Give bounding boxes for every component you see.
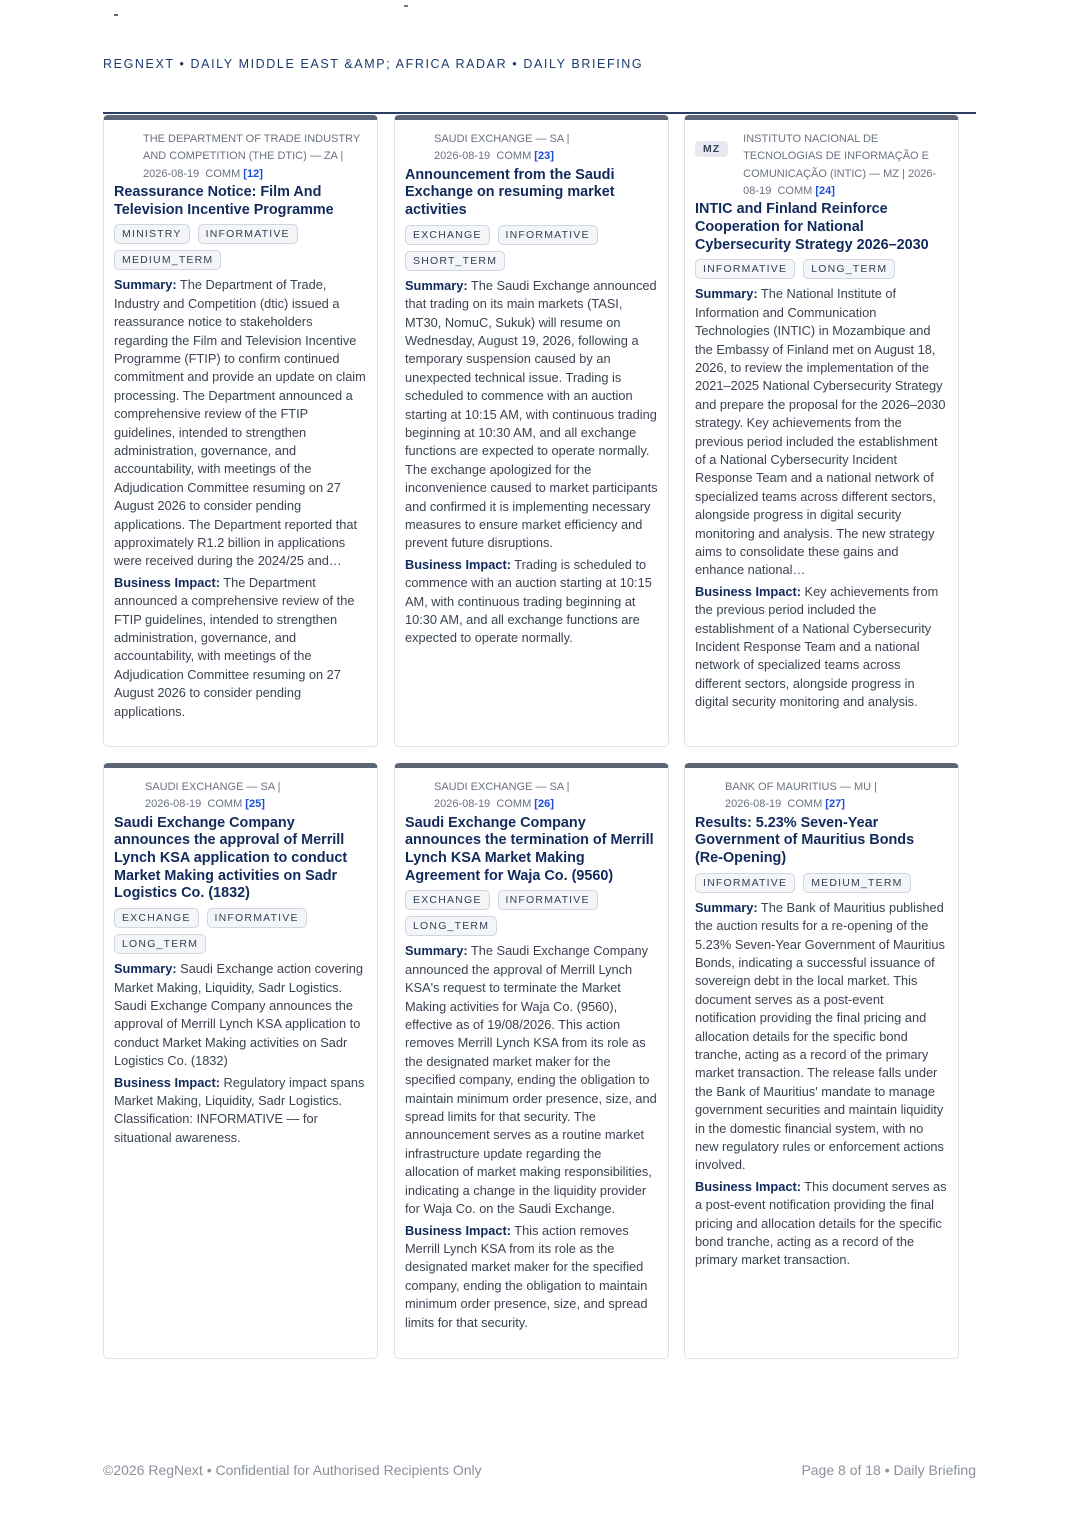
card-summary xyxy=(114,276,367,571)
card-source: SAUDI EXCHANGE — SA | xyxy=(434,133,570,145)
card-title: Saudi Exchange Company announces the termination of Merrill Lynch KSA Market Making Agreement for Waja Co. (9560) xyxy=(405,814,654,884)
card-category: COMM xyxy=(777,184,813,197)
card-summary xyxy=(405,942,658,1218)
summary-label: Summary: xyxy=(114,961,177,977)
card-reference[interactable]: [25] xyxy=(245,798,265,811)
tag: INFORMATIVE xyxy=(207,908,307,928)
briefing-card xyxy=(684,763,959,1359)
summary-text: Saudi Exchange action covering Market Making, Liquidity, Sadr Logistics. Saudi Exchange Company announces the approval of Merrill Lynch KSA application to conduct Market Making activities on Sadr Logistics Co. (1832) xyxy=(114,961,363,1069)
card-source: BANK OF MAURITIUS — MU | xyxy=(725,781,877,793)
briefing-card xyxy=(394,763,669,1359)
tag: LONG_TERM xyxy=(114,934,206,954)
card-meta xyxy=(405,779,658,814)
tag: INFORMATIVE xyxy=(695,873,795,893)
card-category: COMM xyxy=(496,150,532,163)
card-tags xyxy=(695,259,948,279)
tag: MEDIUM_TERM xyxy=(803,873,910,893)
card-meta xyxy=(114,131,367,183)
card-title: Reassurance Notice: Film And Television Incentive Programme xyxy=(114,183,334,218)
impact-text: The Department announced a comprehensive review of the FTIP guidelines, intended to strengthen administration, governance, and accountability, with meetings of the Adjudication Committee resuming on 27 August 2026 to consider pending applications. xyxy=(114,574,355,719)
card-tags xyxy=(114,908,367,954)
tag: EXCHANGE xyxy=(405,890,490,910)
summary-text: The Bank of Mauritius published the auction results for a re-opening of the 5.23% Seven-Year Government of Mauritius Bonds, indicating a successful issuance of sovereign debt in the local market. This document serves as a post-event notification providing the final pricing and allocation details for the specific bond tranche, acting as a record of the primary market transaction. The release falls under the Bank of Mauritius' mandate to manage government securities and maintain liquidity in the domestic financial system, with no new regulatory rules or enforcement actions involved. xyxy=(695,899,945,1173)
tag: INFORMATIVE xyxy=(198,224,298,244)
tag: LONG_TERM xyxy=(405,916,497,936)
briefing-card xyxy=(684,115,959,747)
card-category: COMM xyxy=(787,798,823,811)
card-source: SAUDI EXCHANGE — SA | xyxy=(434,781,570,793)
card-tags xyxy=(695,873,948,893)
card-summary xyxy=(695,899,948,1175)
card-date: 2026-08-19 xyxy=(145,798,202,811)
impact-text: Regulatory impact spans Market Making, Liquidity, Sadr Logistics. Classification: INFORMATIVE — for situational awareness. xyxy=(114,1074,365,1145)
card-impact xyxy=(114,1074,367,1148)
card-tags xyxy=(405,890,658,936)
card-summary xyxy=(695,285,948,580)
impact-text: Key achievements from the previous period included the establishment of a National Cybersecurity Incident Response Team and a national network of specialized teams across different sectors, alongside progress in digital security monitoring and analysis. xyxy=(695,583,939,710)
summary-text: The Department of Trade, Industry and Competition (dtic) issued a reassurance notice to stakeholders regarding the Film and Television Incentive Programme (FTIP) to confirm continued commitment and provide an update on claim processing. The Department announced a comprehensive review of the FTIP guidelines, intended to strengthen administration, governance, and accountability, with meetings of the Adjudication Committee resuming on 27 August 2026 to consider pending applications. The Department reported that approximately R1.2 billion in applications were received during the 2024/25 and… xyxy=(114,277,366,569)
briefing-card xyxy=(103,115,378,747)
card-date: 2026-08-19 xyxy=(725,798,782,811)
card-reference[interactable]: [27] xyxy=(825,798,845,811)
impact-label: Business Impact: xyxy=(114,574,220,590)
card-category: COMM xyxy=(496,798,532,811)
briefing-card xyxy=(394,115,669,747)
card-meta xyxy=(695,131,948,200)
card-meta-text xyxy=(743,131,948,200)
report-breadcrumb: REGNEXT • DAILY MIDDLE EAST &AMP; AFRICA RADAR • DAILY BRIEFING xyxy=(103,57,644,71)
summary-label: Summary: xyxy=(695,899,758,915)
tag: SHORT_TERM xyxy=(405,251,505,271)
card-date: 2026-08-19 xyxy=(434,798,491,811)
card-impact xyxy=(114,574,367,721)
tag: EXCHANGE xyxy=(114,908,199,928)
card-impact xyxy=(405,1222,658,1332)
card-impact xyxy=(695,583,948,712)
briefing-card xyxy=(103,763,378,1359)
header-rule xyxy=(103,112,976,114)
impact-text: This action removes Merrill Lynch KSA from its role as the designated market maker for the specified company, ending the obligation to maintain minimum order presence, size, and spread limits for that security. xyxy=(405,1222,648,1330)
country-badge: MZ xyxy=(695,141,728,157)
card-reference[interactable]: [24] xyxy=(815,184,835,197)
summary-label: Summary: xyxy=(695,286,758,302)
card-reference[interactable]: [12] xyxy=(243,167,263,180)
impact-text: Trading is scheduled to commence with an auction starting at 10:15 AM, with continuous trading beginning at 10:30 AM, and all exchange functions are expected to operate normally. xyxy=(405,556,652,646)
card-meta xyxy=(405,131,658,166)
tag: MINISTRY xyxy=(114,224,190,244)
card-date: 2026-08-19 xyxy=(434,150,491,163)
card-reference[interactable]: [23] xyxy=(534,150,554,163)
tag: INFORMATIVE xyxy=(498,890,598,910)
summary-text: The Saudi Exchange Company announced the approval of Merrill Lynch KSA's request to terminate the Market Making activities for Waja Co. (9560), effective as of 19/08/2026. This action removes Merrill Lynch KSA from its role as the designated market maker for the specified company, ending the obligation to maintain minimum order presence, size, and spread limits for that security. The announcement serves as a routine market infrastructure update regarding the allocation of market making responsibilities, indicating a change in the liquidity provider for Waja Co. on the Saudi Exchange. xyxy=(405,943,657,1217)
impact-label: Business Impact: xyxy=(695,583,801,599)
summary-text: The National Institute of Information and Communication Technologies (INTIC) in Mozambique and the Embassy of Finland met on August 18, 2026, to review the implementation of the 2021–2025 National Cybersecurity Strategy and prepare the proposal for the 2026–2030 strategy. Key achievements from the previous period included the establishment of a National Cybersecurity Incident Response Team and a national network of specialized teams across different sectors, alongside progress in digital security monitoring and analysis. The new strategy aims to consolidate these gains and enhance national… xyxy=(695,286,946,578)
tag: INFORMATIVE xyxy=(498,225,598,245)
card-meta xyxy=(114,779,367,814)
card-title: INTIC and Finland Reinforce Cooperation for National Cybersecurity Strategy 2026–2030 xyxy=(695,201,929,253)
tag: MEDIUM_TERM xyxy=(114,250,221,270)
summary-text: The Saudi Exchange announced that trading on its main markets (TASI, MT30, NomuC, Sukuk) will resume on Wednesday, August 19, 2026, following a temporary suspension caused by an unexpected technical issue. Trading is scheduled to commence with an auction starting at 10:15 AM, with continuous trading beginning at 10:30 AM, and all exchange functions are expected to operate normally. The exchange apologized for the inconvenience caused to market participants and confirmed it is implementing necessary measures to ensure market efficiency and prevent future disruptions. xyxy=(405,277,658,551)
card-reference[interactable]: [26] xyxy=(534,798,554,811)
summary-label: Summary: xyxy=(405,943,468,959)
impact-label: Business Impact: xyxy=(695,1178,801,1194)
card-source: SAUDI EXCHANGE — SA | xyxy=(145,781,281,793)
card-tags xyxy=(405,225,658,271)
card-source: THE DEPARTMENT OF TRADE INDUSTRY AND COMPETITION (THE DTIC) — ZA | xyxy=(143,133,360,163)
card-title: Results: 5.23% Seven-Year Government of Mauritius Bonds (Re-Opening) xyxy=(695,814,915,866)
card-meta xyxy=(695,779,948,814)
summary-label: Summary: xyxy=(405,277,468,293)
card-title: Saudi Exchange Company announces the approval of Merrill Lynch KSA application to conduct Market Making activities on Sadr Logistics Co. (1832) xyxy=(114,814,348,902)
card-category: COMM xyxy=(205,167,241,180)
tag: EXCHANGE xyxy=(405,225,490,245)
scan-mark xyxy=(404,5,408,7)
card-source: INSTITUTO NACIONAL DE TECNOLOGIAS DE INFORMAÇÃO E COMUNICAÇÃO (INTIC) — MZ | 2026-08-19 xyxy=(743,133,937,197)
card-impact xyxy=(695,1178,948,1270)
impact-label: Business Impact: xyxy=(405,556,511,572)
card-date: 2026-08-19 xyxy=(143,167,200,180)
card-summary xyxy=(405,277,658,553)
footer-page-number: Page 8 of 18 • Daily Briefing xyxy=(801,1462,976,1478)
card-summary xyxy=(114,960,367,1070)
impact-text: This document serves as a post-event notification providing the final pricing and allocation details for the specific bond tranche, acting as a record of the primary market transaction. xyxy=(695,1178,947,1268)
summary-label: Summary: xyxy=(114,277,177,293)
card-category: COMM xyxy=(207,798,243,811)
card-impact xyxy=(405,556,658,648)
card-tags xyxy=(114,224,367,270)
scan-mark xyxy=(114,14,118,16)
tag: INFORMATIVE xyxy=(695,259,795,279)
impact-label: Business Impact: xyxy=(405,1222,511,1238)
tag: LONG_TERM xyxy=(803,259,895,279)
card-title: Announcement from the Saudi Exchange on resuming market activities xyxy=(405,166,615,218)
footer-copyright: ©2026 RegNext • Confidential for Authorised Recipients Only xyxy=(103,1462,482,1478)
impact-label: Business Impact: xyxy=(114,1074,220,1090)
